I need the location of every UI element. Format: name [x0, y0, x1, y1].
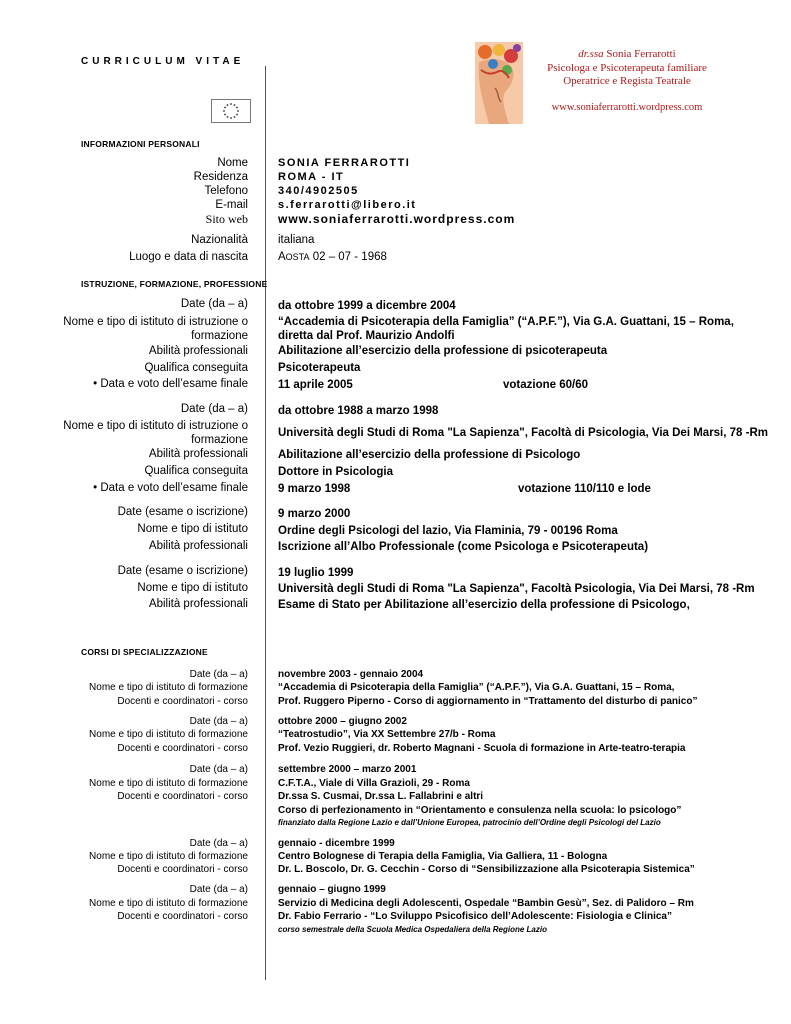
value-date: gennaio - dicembre 1999: [278, 838, 395, 849]
value-residenza: ROMA - IT: [278, 171, 345, 183]
header-name: Sonia Ferrarotti: [606, 48, 676, 60]
value-vote: votazione 110/110 e lode: [518, 483, 651, 495]
label-date: Date (da – a): [180, 298, 248, 310]
label-final-exam: • Data e voto dell’esame finale: [93, 482, 248, 494]
label-teachers: Docenti e coordinatori - corso: [117, 791, 248, 802]
section-title-text: INFORMAZIONI PERSONALI: [81, 139, 200, 149]
value-course-note: corso semestrale della Scuola Medica Ospedaliera della Regione Lazio: [278, 925, 547, 934]
value-birth-a: A: [278, 251, 286, 263]
value-teachers: Dr.ssa S. Cusmai, Dr.ssa L. Fallabrini e altri: [278, 791, 484, 802]
label-sito-web: Sito web: [205, 212, 248, 226]
section-education-title: [81, 279, 267, 289]
label-institute: Nome e tipo di istituto di istruzione o: [63, 316, 248, 328]
label-institute: Nome e tipo di istituto: [137, 582, 248, 594]
value-date: settembre 2000 – marzo 2001: [278, 764, 417, 775]
label-institute: Nome e tipo di istituto: [137, 523, 248, 535]
vertical-divider: [265, 66, 266, 980]
label-institute-cont: formazione: [191, 330, 248, 342]
label-date: Date (da – a): [189, 716, 248, 727]
label-abilities: Abilità professionali: [148, 598, 248, 610]
label-abilities: Abilità professionali: [148, 448, 248, 460]
label-teachers: Docenti e coordinatori - corso: [117, 911, 248, 922]
value-course-note: finanziato dalla Regione Lazio e dall’Unione Europea, patrocinio dell’Ordine degli Psicologi del Lazio: [278, 818, 661, 827]
section-courses-title: [81, 647, 208, 657]
value-sito-web-link[interactable]: www.soniaferrarotti.wordpress.com: [278, 212, 516, 226]
label-institute: Nome e tipo di istituto di formazione: [89, 778, 248, 789]
header-line2: Psicologa e Psicoterapeuta familiare: [547, 61, 707, 74]
value-course-title: Corso di perfezionamento in “Orientamento e consulenza nella scuola: lo psicologo”: [278, 805, 682, 816]
label-final-exam: • Data e voto dell’esame finale: [93, 378, 248, 390]
label-nazionalita: Nazionalità: [191, 234, 248, 246]
value-date: 9 marzo 2000: [278, 508, 351, 520]
value-institute: Centro Bolognese di Terapia della Famiglia, Via Galliera, 11 - Bologna: [278, 851, 608, 862]
label-date: Date (da – a): [189, 884, 248, 895]
eu-flag-icon: [211, 99, 251, 123]
value-date: novembre 2003 - gennaio 2004: [278, 669, 424, 680]
cv-title: CURRICULUM VITAE: [81, 56, 245, 67]
value-teachers: Prof. Vezio Ruggieri, dr. Roberto Magnani - Scuola di formazione in Arte-teatro-terapia: [278, 743, 686, 754]
label-email: E-mail: [215, 199, 248, 211]
value-institute: “Accademia di Psicoterapia della Famiglia” (“A.P.F.”), Via G.A. Guattani, 15 – Roma,: [278, 682, 675, 693]
value-institute: “Teatrostudio”, Via XX Settembre 27/b - Roma: [278, 729, 496, 740]
label-date: Date (da – a): [189, 838, 248, 849]
value-teachers: Dr. L. Boscolo, Dr. G. Cecchin - Corso di “Sensibilizzazione alla Psicoterapia Sistemica”: [278, 864, 695, 875]
value-teachers: Dr. Fabio Ferrario - “Lo Sviluppo Psicofisico dell’Adolescente: Fisiologia e Clinica”: [278, 911, 672, 922]
value-telefono: 340/4902505: [278, 185, 359, 197]
header-line3: Operatrice e Regista Teatrale: [563, 75, 691, 87]
value-final-exam: 9 marzo 1998: [278, 483, 351, 495]
value-date: gennaio – giugno 1999: [278, 884, 386, 895]
value-institute: C.F.T.A., Viale di Villa Grazioli, 29 - Roma: [278, 778, 470, 789]
section-personal-title: [81, 139, 200, 149]
section-title-text: CORSI DI SPECIALIZZAZIONE: [81, 647, 208, 657]
label-institute: Nome e tipo di istituto di formazione: [89, 851, 248, 862]
header-block: [527, 48, 727, 114]
value-date: da ottobre 1999 a dicembre 2004: [278, 300, 456, 312]
label-teachers: Docenti e coordinatori - corso: [117, 864, 248, 875]
value-abilities: Esame di Stato per Abilitazione all’esercizio della professione di Psicologo,: [278, 599, 690, 611]
value-institute: “Accademia di Psicoterapia della Famiglia” (“A.P.F.”), Via G.A. Guattani, 15 – Roma,: [278, 316, 734, 328]
value-abilities: Abilitazione all’esercizio della professione di psicoterapeuta: [278, 345, 608, 357]
value-birth-b: OSTA: [285, 252, 310, 262]
label-date: Date (esame o iscrizione): [117, 565, 248, 577]
label-qualification: Qualifica conseguita: [144, 465, 248, 477]
value-birth-c: 02 – 07 - 1968: [309, 251, 387, 263]
label-telefono: Telefono: [204, 185, 248, 197]
value-date: 19 luglio 1999: [278, 567, 354, 579]
label-date: Date (da – a): [189, 764, 248, 775]
label-teachers: Docenti e coordinatori - corso: [117, 743, 248, 754]
label-abilities: Abilità professionali: [148, 345, 248, 357]
value-institute: Università degli Studi di Roma "La Sapienza", Facoltà di Psicologia, Via Dei Marsi, 78 -Rm: [278, 427, 768, 439]
value-abilities: Iscrizione all’Albo Professionale (come Psicologa e Psicoterapeuta): [278, 541, 649, 553]
label-abilities: Abilità professionali: [148, 540, 248, 552]
value-date: da ottobre 1988 a marzo 1998: [278, 405, 439, 417]
portrait-artwork: [475, 42, 523, 124]
value-nazionalita: italiana: [278, 234, 315, 246]
label-institute-cont: formazione: [191, 434, 248, 446]
header-url-link[interactable]: www.soniaferrarotti.wordpress.com: [551, 101, 703, 113]
value-date: ottobre 2000 – giugno 2002: [278, 716, 407, 727]
value-institute: Servizio di Medicina degli Adolescenti, Ospedale “Bambin Gesù”, Sez. di Palidoro – Rm: [278, 898, 694, 909]
label-residenza: Residenza: [193, 171, 248, 183]
value-vote: votazione 60/60: [503, 379, 589, 391]
value-institute: Università degli Studi di Roma "La Sapienza", Facoltà Psicologia, Via Dei Marsi, 78 -Rm: [278, 583, 755, 595]
label-date: Date (da – a): [189, 669, 248, 680]
label-institute: Nome e tipo di istituto di formazione: [89, 729, 248, 740]
label-date: Date (da – a): [180, 403, 248, 415]
value-teachers: Prof. Ruggero Piperno - Corso di aggiornamento in “Trattamento del disturbo di panico”: [278, 696, 698, 707]
value-email-link[interactable]: s.ferrarotti@libero.it: [278, 199, 417, 211]
label-nome: Nome: [217, 157, 248, 169]
value-institute: Ordine degli Psicologi del lazio, Via Flaminia, 79 - 00196 Roma: [278, 525, 618, 537]
label-institute: Nome e tipo di istituto di istruzione o: [63, 420, 248, 432]
value-qualification: Dottore in Psicologia: [278, 466, 394, 478]
value-final-exam: 11 aprile 2005: [278, 379, 353, 391]
value-luogo-data-nascita: [278, 251, 387, 265]
section-title-text: ISTRUZIONE, FORMAZIONE, PROFESSIONE: [81, 279, 268, 289]
value-nome: SONIA FERRAROTTI: [278, 157, 411, 169]
label-date: Date (esame o iscrizione): [117, 506, 248, 518]
label-teachers: Docenti e coordinatori - corso: [117, 696, 248, 707]
label-luogo-data-nascita: Luogo e data di nascita: [129, 251, 248, 263]
value-qualification: Psicoterapeuta: [278, 362, 361, 374]
value-abilities: Abilitazione all’esercizio della professione di Psicologo: [278, 449, 581, 461]
label-institute: Nome e tipo di istituto di formazione: [89, 682, 248, 693]
label-qualification: Qualifica conseguita: [144, 362, 248, 374]
label-institute: Nome e tipo di istituto di formazione: [89, 898, 248, 909]
value-institute-cont: diretta dal Prof. Maurizio Andolfi: [278, 330, 455, 342]
header-title-prefix: dr.ssa: [578, 48, 604, 60]
